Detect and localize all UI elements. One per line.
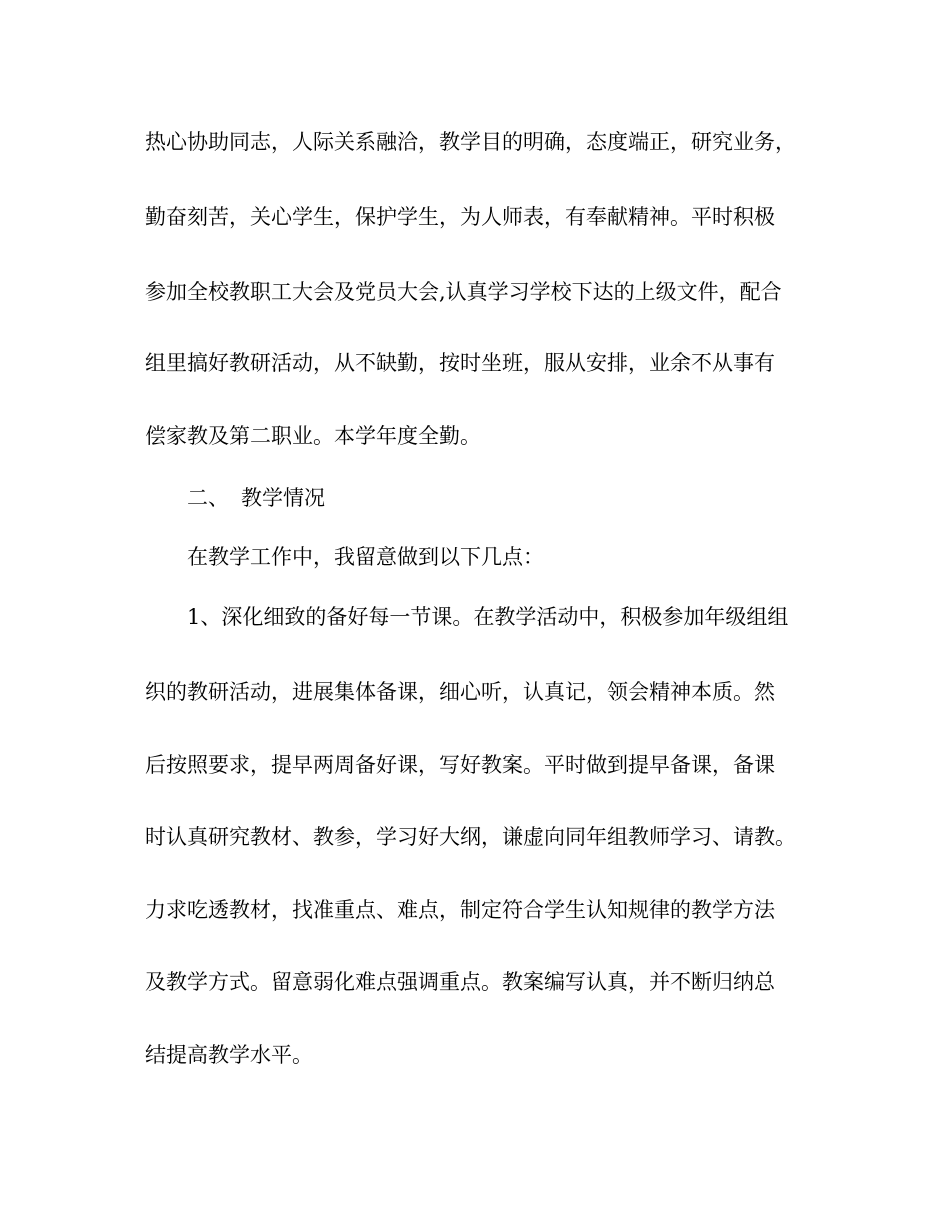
paragraph-1-line-2: 勤奋刻苦，关心学生，保护学生，为人师表，有奉献精神。平时积极: [145, 205, 775, 229]
paragraph-3-line-6: 及教学方式。留意弱化难点强调重点。教案编写认真，并不断归纳总: [145, 970, 775, 994]
paragraph-2: 在教学工作中，我留意做到以下几点：: [187, 545, 544, 569]
paragraph-3-line-2: 织的教研活动，进展集体备课，细心听，认真记，领会精神本质。然: [145, 680, 775, 704]
paragraph-3-line-3: 后按照要求，提早两周备好课，写好教案。平时做到提早备课，备课: [145, 753, 775, 777]
paragraph-1-line-3: 参加全校教职工大会及党员大会,认真学习学校下达的上级文件，配合: [145, 280, 782, 304]
paragraph-1-line-1: 热心协助同志，人际关系融洽，教学目的明确，态度端正，研究业务，: [145, 130, 796, 154]
section-heading: [187, 484, 325, 512]
paragraph-3-line-7: 结提高教学水平。: [145, 1043, 313, 1067]
section-number: 二、: [187, 486, 229, 510]
paragraph-1-line-4: 组里搞好教研活动，从不缺勤，按时坐班，服从安排，业余不从事有: [145, 351, 775, 375]
section-title: 教学情况: [241, 486, 325, 510]
paragraph-1-line-5: 偿家教及第二职业。本学年度全勤。: [145, 424, 481, 448]
paragraph-3-line-1: 1、深化细致的备好每一节课。在教学活动中，积极参加年级组组: [187, 605, 789, 629]
paragraph-3-line-5: 力求吃透教材，找准重点、难点，制定符合学生认知规律的教学方法: [145, 898, 775, 922]
paragraph-3-line-4: 时认真研究教材、教参，学习好大纲，谦虚向同年组教师学习、请教。: [145, 825, 796, 849]
